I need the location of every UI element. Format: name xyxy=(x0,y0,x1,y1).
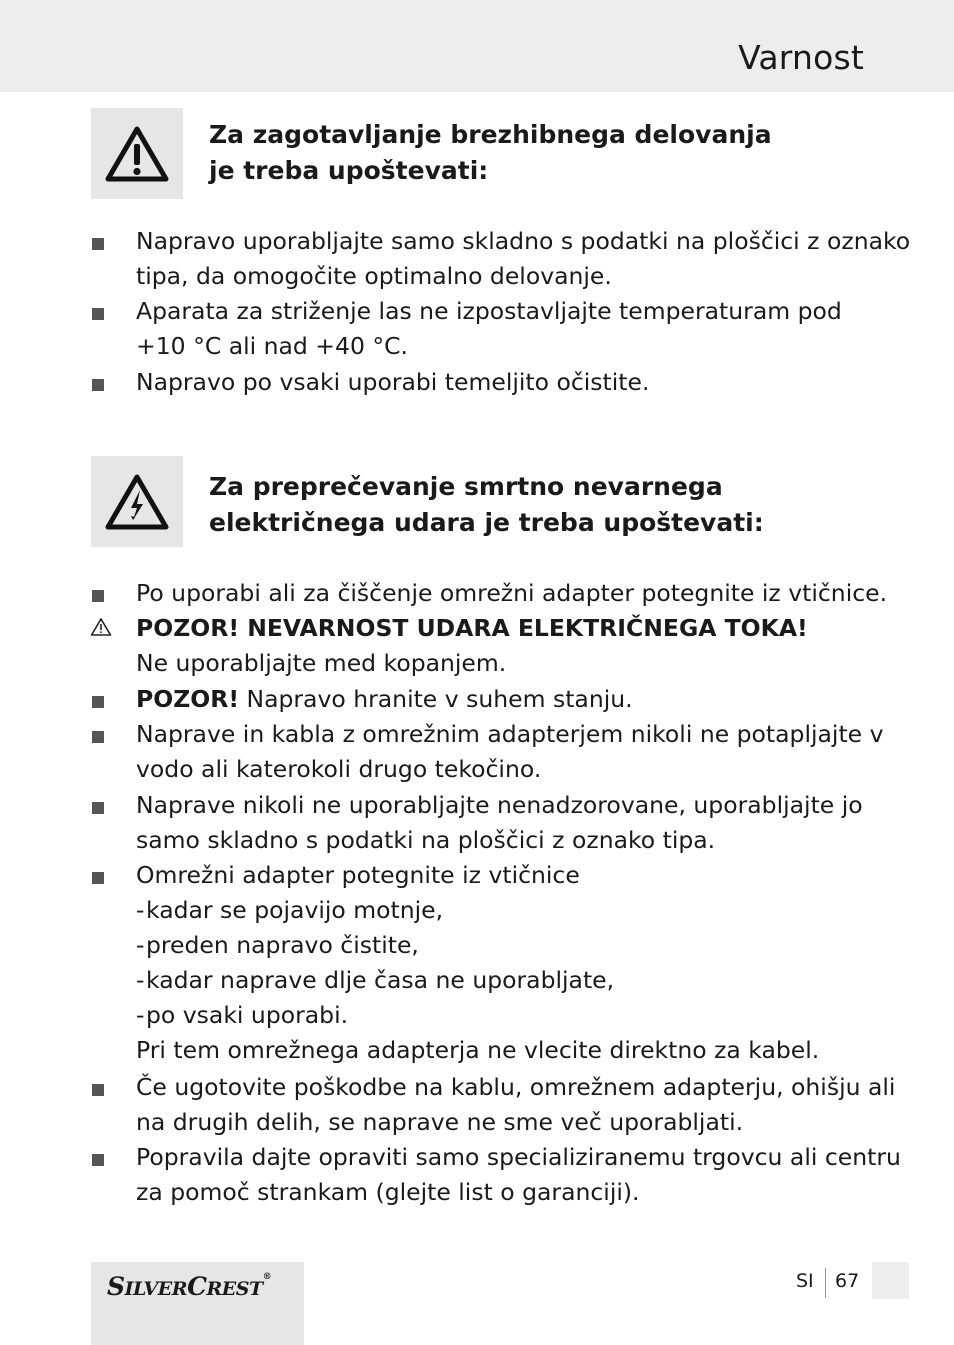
bullet-square-icon xyxy=(92,872,104,884)
bullet-square-icon xyxy=(92,1084,104,1096)
section2-heading xyxy=(209,469,849,541)
sub-item-text: preden napravo čistite, xyxy=(146,931,419,959)
item-text: samo skladno s podatki na ploščici z oznako tipa. xyxy=(136,826,716,854)
bullet-square-icon xyxy=(92,308,104,320)
small-warning-triangle-icon xyxy=(90,617,112,637)
bullet-square-icon xyxy=(92,238,104,250)
footer-divider xyxy=(825,1268,826,1298)
bullet-square-icon xyxy=(92,1154,104,1166)
item-text: Napravo uporabljajte samo skladno s podatki na ploščici z oznako xyxy=(136,227,911,255)
bullet-square-icon xyxy=(92,731,104,743)
danger-text: POZOR! NEVARNOST UDARA ELEKTRIČNEGA TOKA! xyxy=(136,614,808,642)
sub-item-text: kadar naprave dlje časa ne uporabljate, xyxy=(146,966,615,994)
page-title: Varnost xyxy=(738,38,864,77)
sub-item: -kadar se pojavijo motnje, xyxy=(136,896,444,924)
warning-icon-box xyxy=(91,108,183,199)
item-text: Popravila dajte opraviti samo specializiranemu trgovcu ali centru xyxy=(136,1143,901,1171)
item-text: tipa, da omogočite optimalno delovanje. xyxy=(136,262,612,290)
brand-logo-box xyxy=(91,1262,304,1345)
sub-item: -po vsaki uporabi. xyxy=(136,1001,349,1029)
heading-line: Za preprečevanje smrtno nevarnega xyxy=(209,472,723,501)
caution-label: POZOR! xyxy=(136,685,240,713)
heading-line: Za zagotavljanje brezhibnega delovanja xyxy=(209,120,772,149)
bullet-square-icon xyxy=(92,590,104,602)
electric-shock-warning-icon xyxy=(104,473,170,531)
item-text: za pomoč strankam (glejte list o garanciji). xyxy=(136,1178,640,1206)
item-text: Če ugotovite poškodbe na kablu, omrežnem adapterju, ohišju ali xyxy=(136,1073,896,1101)
item-text: Naprave nikoli ne uporabljajte nenadzorovane, uporabljajte jo xyxy=(136,791,863,819)
item-text: +10 °C ali nad +40 °C. xyxy=(136,332,408,360)
item-text: Ne uporabljajte med kopanjem. xyxy=(136,649,507,677)
brand-logo: SILVERCREST® xyxy=(107,1272,272,1301)
item-text: Pri tem omrežnega adapterja ne vlecite direktno za kabel. xyxy=(136,1036,820,1064)
item-text: Naprave in kabla z omrežnim adapterjem nikoli ne potapljajte v xyxy=(136,720,884,748)
item-text: na drugih delih, se naprave ne sme več uporabljati. xyxy=(136,1108,744,1136)
bullet-square-icon xyxy=(92,802,104,814)
warning-triangle-icon xyxy=(104,125,170,183)
sub-item: -preden napravo čistite, xyxy=(136,931,419,959)
page-number: 67 xyxy=(835,1270,860,1292)
corner-tab xyxy=(872,1262,909,1299)
item-text: Napravo hranite v suhem stanju. xyxy=(239,685,633,713)
bullet-square-icon xyxy=(92,696,104,708)
item-text: Napravo po vsaki uporabi temeljito očistite. xyxy=(136,368,650,396)
language-code: SI xyxy=(796,1270,814,1292)
sub-item-text: kadar se pojavijo motnje, xyxy=(146,896,444,924)
item-text: Omrežni adapter potegnite iz vtičnice xyxy=(136,861,580,889)
heading-line: je treba upoštevati: xyxy=(209,156,489,185)
bullet-square-icon xyxy=(92,379,104,391)
item-text: Aparata za striženje las ne izpostavljajte temperaturam pod xyxy=(136,297,842,325)
sub-item: -kadar naprave dlje časa ne uporabljate, xyxy=(136,966,615,994)
item-text: Po uporabi ali za čiščenje omrežni adapter potegnite iz vtičnice. xyxy=(136,579,888,607)
section1-heading xyxy=(209,117,849,189)
sub-item-text: po vsaki uporabi. xyxy=(146,1001,349,1029)
heading-line: električnega udara je treba upoštevati: xyxy=(209,508,764,537)
item-text: vodo ali katerokoli drugo tekočino. xyxy=(136,755,542,783)
shock-warning-icon-box xyxy=(91,456,183,547)
